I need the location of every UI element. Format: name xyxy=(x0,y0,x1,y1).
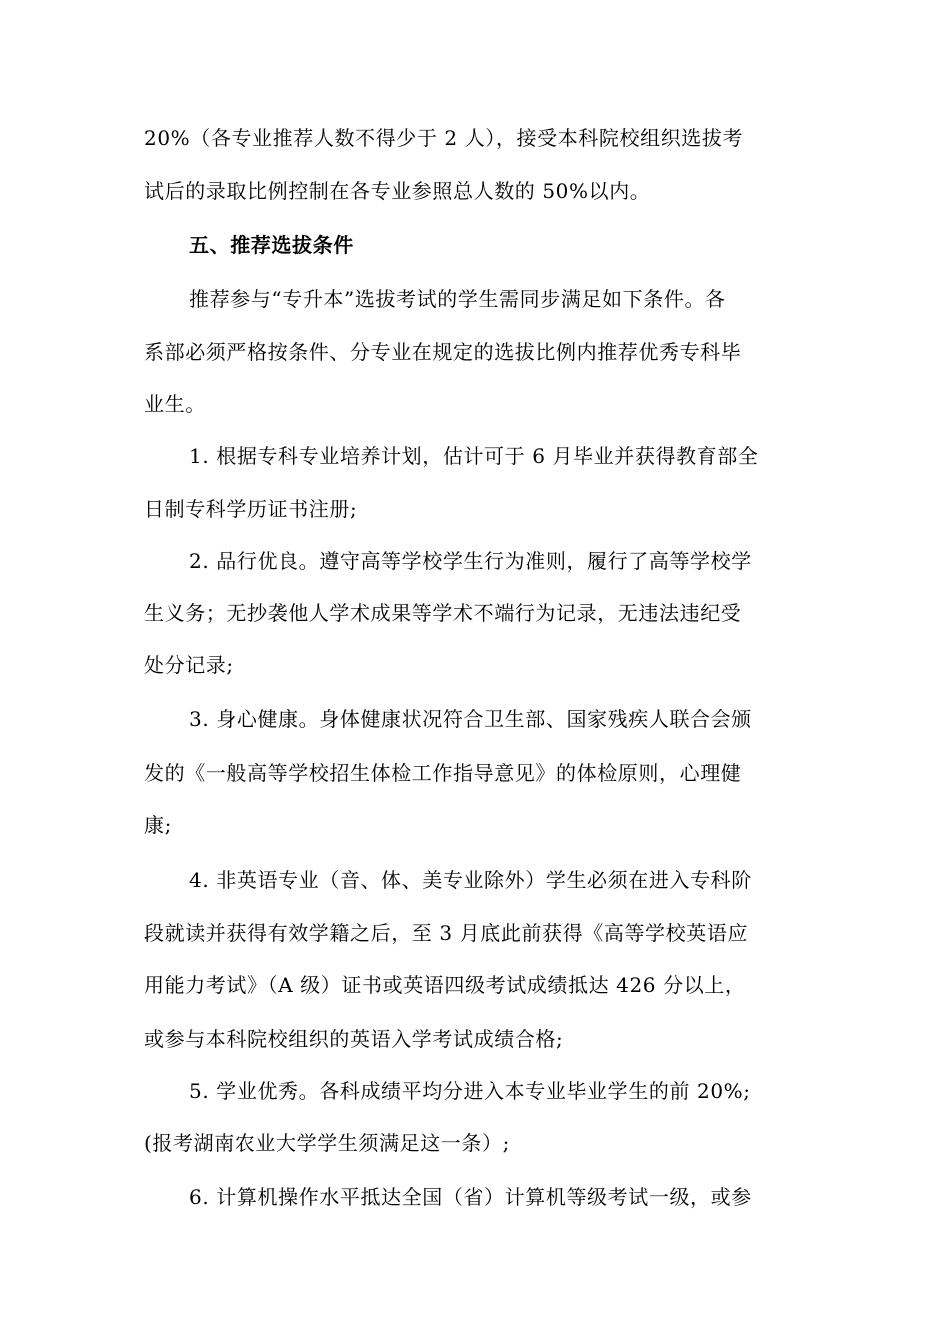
body-text-line: 20%（各专业推荐人数不得少于 2 人），接受本科院校组织选拔考 xyxy=(144,126,744,150)
body-text-line: 系部必须严格按条件、分专业在规定的选拔比例内推荐优秀专科毕 xyxy=(144,340,742,364)
section-heading: 五、推荐选拔条件 xyxy=(189,233,354,257)
list-item-4-line: 4. 非英语专业（音、体、美专业除外）学生必须在进入专科阶 xyxy=(189,868,752,892)
list-item-6-line: 6. 计算机操作水平抵达全国（省）计算机等级考试一级，或参 xyxy=(189,1185,752,1209)
list-item-5-line: 5. 学业优秀。各科成绩平均分进入本专业毕业学生的前 20%; xyxy=(189,1079,751,1103)
body-text-line: 试后的录取比例控制在各专业参照总人数的 50%以内。 xyxy=(144,179,651,203)
list-item-2-line: 处分记录; xyxy=(144,653,234,677)
body-text-line: 业生。 xyxy=(144,392,206,416)
list-item-5-line: (报考湖南农业大学学生须满足这一条）; xyxy=(144,1131,510,1155)
list-item-4-line: 用能力考试》（A 级）证书或英语四级考试成绩抵达 426 分以上， xyxy=(144,973,746,997)
list-item-2-line: 2. 品行优良。遵守高等学校学生行为准则，履行了高等学校学 xyxy=(189,549,752,573)
list-item-2-line: 生义务；无抄袭他人学术成果等学术不端行为记录，无违法违纪受 xyxy=(144,601,742,625)
body-text-line: 推荐参与“专升本”选拔考试的学生需同步满足如下条件。各 xyxy=(189,287,726,311)
list-item-1-line: 1. 根据专科专业培养计划，估计可于 6 月毕业并获得教育部全 xyxy=(189,444,759,468)
list-item-4-line: 或参与本科院校组织的英语入学考试成绩合格; xyxy=(144,1027,564,1051)
list-item-4-line: 段就读并获得有效学籍之后，至 3 月底此前获得《高等学校英语应 xyxy=(144,921,749,945)
list-item-1-line: 日制专科学历证书注册; xyxy=(144,497,358,521)
list-item-3-line: 康; xyxy=(144,813,172,837)
list-item-3-line: 发的《一般高等学校招生体检工作指导意见》的体检原则，心理健 xyxy=(144,761,742,785)
list-item-3-line: 3. 身心健康。身体健康状况符合卫生部、国家残疾人联合会颁 xyxy=(189,707,752,731)
